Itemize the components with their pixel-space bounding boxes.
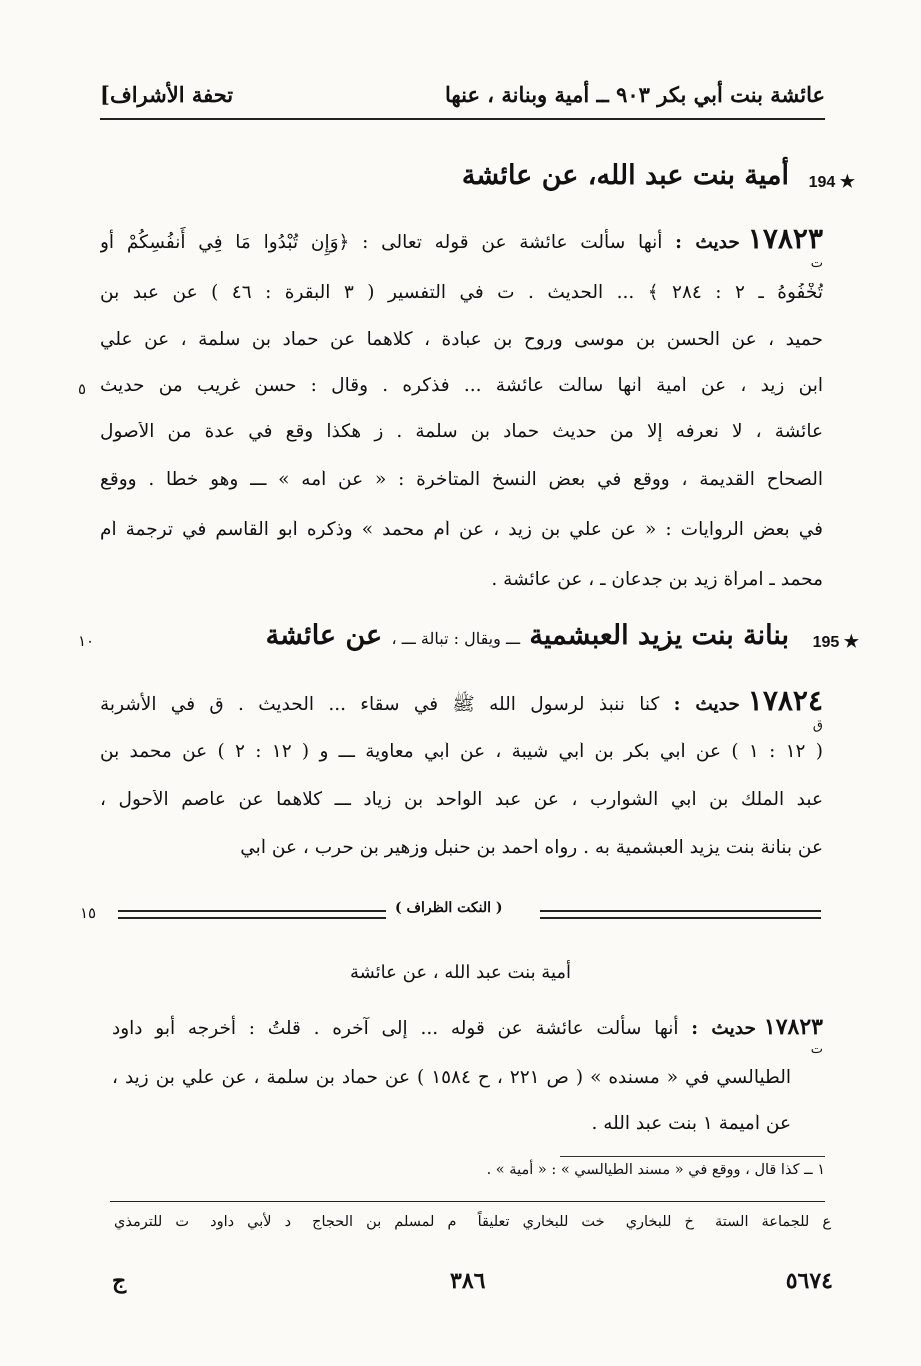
hadith-number: ١٧٨٢٤	[747, 684, 823, 717]
hadith-2-line-4: عن بنانة بنت يزيد العبشمية به . رواه أحمد بن حنبل وزهير بن حرب ، عن أبي	[240, 838, 823, 858]
separator-rule-left	[118, 910, 386, 919]
footer-hadith-range: ٥٦٧٤	[785, 1268, 833, 1294]
hadith-1-line-6: الصحاح القديمة ، ووقع في بعض النسخ المتأخرة : « عن أمه » ـــ وهو خطأ . ووقع	[100, 470, 823, 490]
entry-title-195: بنانة بنت يزيد العبشمية ـــ ويقال : تبالة ـــ ، عن عائشة	[265, 620, 789, 651]
footnote-rule	[560, 1156, 825, 1157]
hadith-1-line-2: تُخْفُوهُ ـ ٢ : ٢٨٤ ﴾ ... الحديث . ت في التفسير ( ٣ البقرة : ٤٦ ) عن عبد بن	[100, 283, 823, 303]
entry-number-195: 195 ★	[812, 632, 859, 651]
hadith-1-line-7: في بعض الروايات : « عن علي بن زيد ، عن أم محمد » وذكره أبو القاسم في ترجمة أم	[100, 520, 823, 540]
hadith-label: حديث :	[691, 1018, 756, 1039]
entry-number-194: 194 ★	[808, 172, 855, 191]
separator-rule-right	[540, 910, 821, 919]
hadith-number: ١٧٨٢٣	[747, 222, 823, 255]
sigla-item: خ للبخاري	[625, 1214, 694, 1230]
sigla-item: ت للترمذي	[114, 1214, 190, 1230]
source-symbol: ت	[810, 1042, 823, 1057]
source-symbol: ق	[812, 718, 823, 733]
source-symbol: ت	[810, 256, 823, 271]
sigla-legend	[110, 1214, 835, 1230]
running-header-book: [تحفة الأشراف	[100, 82, 234, 107]
hadith-1-line-4: ابن زيد ، عن أمية أنها سألت عائشة ... فذكره . وقال : حسن غريب من حديث	[100, 376, 823, 396]
nukat-title: أمية بنت عبد الله ، عن عائشة	[349, 962, 572, 983]
nukat-line-1: ١٧٨٢٣حديث : أنها سألت عائشة عن قوله ... إلى آخره . قلتُ : أخرجه أبو داود	[112, 1014, 823, 1040]
star-icon: ★	[843, 632, 859, 651]
separator-label: ( النكت الظراف )	[395, 900, 503, 916]
hadith-number: ١٧٨٢٣	[763, 1014, 823, 1040]
entry-title-194: أمية بنت عبد الله، عن عائشة	[461, 160, 789, 191]
nukat-line-3: عن أميمة ١ بنت عبد الله .	[591, 1114, 791, 1134]
hadith-label: حديث :	[675, 232, 740, 253]
running-header-title: عائشة بنت أبي بكر ٩٠٣ ــ أمية وبنانة ، عنها	[445, 82, 825, 107]
page-number: ٣٨٦	[450, 1268, 486, 1294]
hadith-1-line-3: حميد ، عن الحسن بن موسى وروح بن عبادة ، كلاهما عن حماد بن سلمة ، عن علي	[100, 330, 823, 350]
nukat-line-2: الطيالسي في « مسنده » ( ص ٢٢١ ، ح ١٥٨٤ ) عن حماد بن سلمة ، عن علي بن زيد ،	[112, 1068, 791, 1088]
volume-mark: ج	[112, 1268, 127, 1294]
header-rule	[100, 118, 825, 120]
sigla-item: خت للبخاري تعليقاً	[477, 1214, 605, 1230]
footnote: ١ ــ كذا قال ، ووقع في « مسند الطيالسي » : « أمية » .	[486, 1162, 825, 1178]
sigla-item: ع للجماعة الستة	[714, 1214, 832, 1230]
hadith-2-line-1: ١٧٨٢٤حديث : كنا ننبذ لرسول الله ﷺ في سقاء ... الحديث . ق في الأشربة	[100, 684, 823, 717]
hadith-1-line-8: محمد ـ امرأة زيد بن جدعان ـ ، عن عائشة .	[491, 570, 823, 590]
sigla-item: د لأبي داود	[210, 1214, 292, 1230]
margin-line-number: ١٠	[78, 632, 95, 650]
star-icon: ★	[839, 172, 855, 191]
hadith-1-line-5: عائشة ، لا نعرفه إلا من حديث حماد بن سلمة . ز هكذا وقع في عدة من الأصول	[100, 422, 823, 442]
margin-line-number: ١٥	[80, 904, 97, 922]
sigla-rule	[110, 1201, 825, 1202]
hadith-label: حديث :	[673, 694, 740, 715]
hadith-2-line-2: ( ١٢ : ١ ) عن أبي بكر بن أبي شيبة ، عن أبي معاوية ـــ و ( ١٢ : ٢ ) عن محمد بن	[100, 742, 823, 762]
hadith-1-line-1: ١٧٨٢٣حديث : أنها سألت عائشة عن قوله تعالى : ﴿وَإِن تُبْدُوا مَا فِي أَنفُسِكُمْ أو	[100, 222, 823, 255]
sigla-item: م لمسلم بن الحجاج	[312, 1214, 457, 1230]
margin-line-number: ٥	[78, 380, 87, 398]
hadith-2-line-3: عبد الملك بن أبي الشوارب ، عن عبد الواحد بن زياد ـــ كلاهما عن عاصم الأحول ،	[100, 790, 823, 810]
